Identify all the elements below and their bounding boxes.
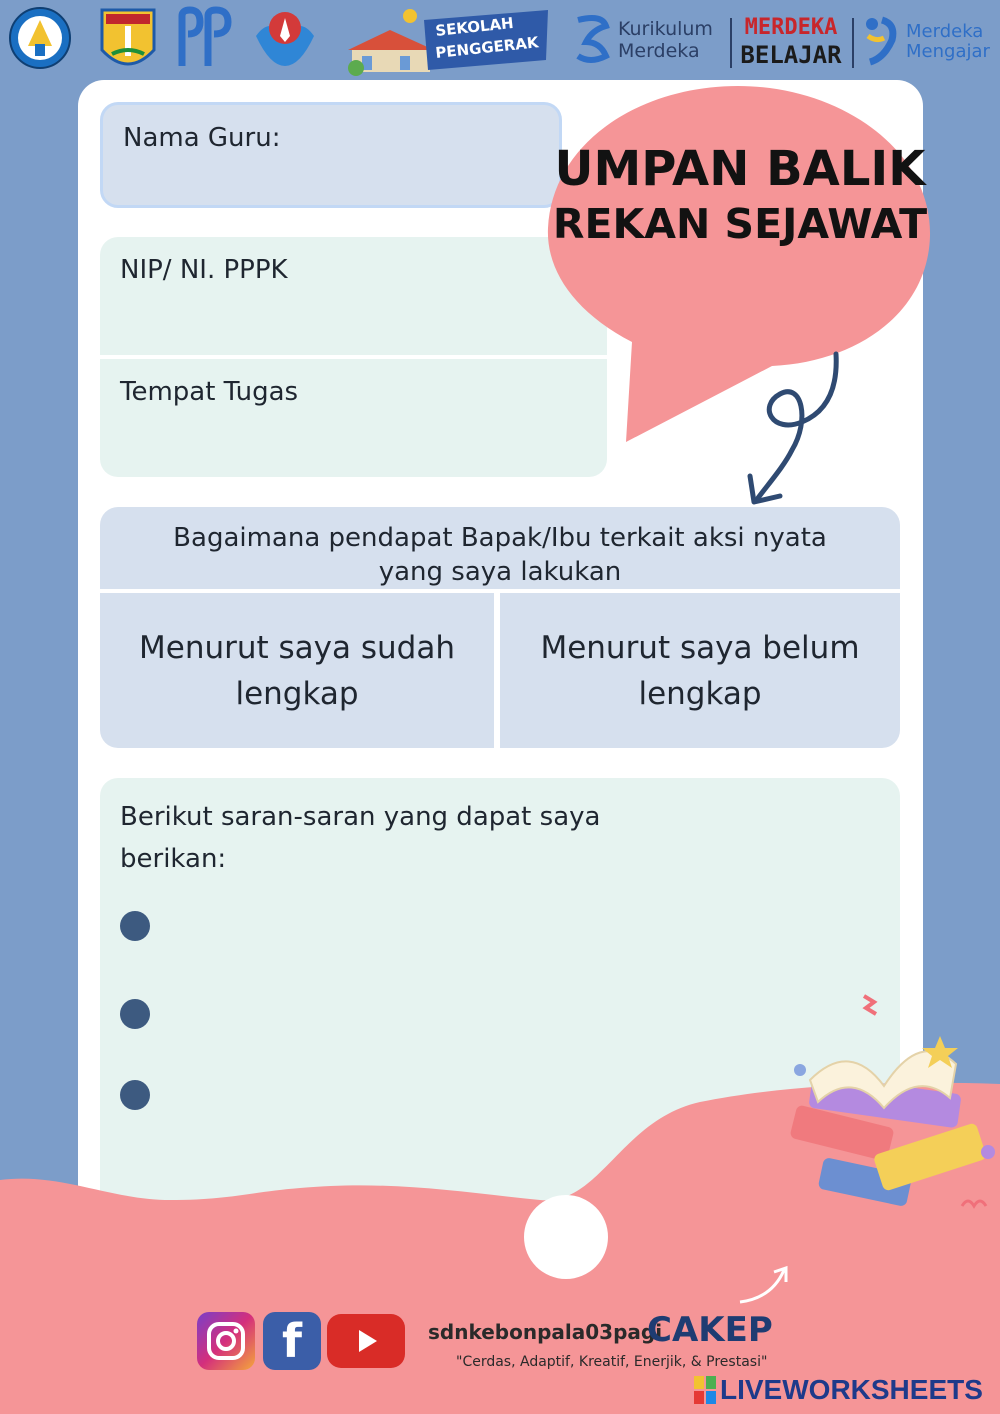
svg-text:PENGGERAK: PENGGERAK	[434, 33, 540, 62]
youtube-icon[interactable]	[327, 1314, 405, 1368]
sekolah-penggerak-logo	[340, 8, 552, 76]
instagram-icon[interactable]	[197, 1312, 255, 1370]
books-icon	[780, 990, 1000, 1220]
option-sudah-lengkap-label: Menurut saya sudah lengkap	[139, 629, 455, 712]
tempat-tugas-field[interactable]	[100, 359, 607, 477]
merdeka-mengajar-text-1: Merdeka	[906, 21, 984, 42]
nama-guru-label: Nama Guru:	[123, 123, 281, 153]
merdeka-mengajar-logo	[862, 12, 994, 72]
nama-guru-field[interactable]	[100, 102, 562, 208]
school-motto: CAKEP	[647, 1310, 773, 1350]
liveworksheets-watermark	[694, 1374, 983, 1406]
tempat-tugas-label: Tempat Tugas	[120, 377, 299, 407]
title-line-2: REKAN SEJAWAT	[552, 200, 928, 248]
merdeka-mengajar-text-2: Mengajar	[906, 41, 990, 62]
bullet-point	[120, 911, 150, 941]
decorative-circle	[524, 1195, 608, 1279]
watermark-text: LIVEWORKSHEETS	[720, 1374, 983, 1405]
nip-field[interactable]	[100, 237, 607, 355]
arrow-icon	[736, 1264, 792, 1306]
kurikulum-merdeka-logo	[572, 10, 722, 70]
option-sudah-lengkap[interactable]	[100, 593, 494, 748]
logo-divider	[730, 18, 732, 68]
kurikulum-text-2: Merdeka	[618, 40, 700, 62]
question-header	[100, 507, 900, 589]
merdeka-belajar-text-1: MERDEKA	[744, 15, 838, 40]
jaya-raya-logo	[98, 6, 158, 74]
kurikulum-text-1: Kurikulum	[618, 18, 713, 40]
facebook-icon[interactable]: f	[263, 1312, 321, 1370]
logo-bar	[0, 0, 1000, 80]
title-line-1: UMPAN BALIK	[554, 141, 926, 197]
curly-arrow-icon	[740, 350, 850, 510]
option-belum-lengkap[interactable]	[500, 593, 900, 748]
pen-logo	[250, 6, 320, 74]
school-handle: sdnkebonpala03pagi	[428, 1320, 663, 1344]
bullet-point	[120, 999, 150, 1029]
merdeka-belajar-logo	[738, 12, 844, 72]
liveworksheets-logo-icon	[694, 1376, 716, 1404]
logo-divider	[852, 18, 854, 68]
page-title	[548, 140, 932, 250]
question-text: Bagaimana pendapat Bapak/Ibu terkait aksi nyata yang saya lakukan	[173, 523, 827, 587]
option-belum-lengkap-label: Menurut saya belum lengkap	[540, 629, 860, 712]
merdeka-belajar-text-2: BELAJAR	[740, 41, 842, 69]
school-tagline: "Cerdas, Adaptif, Kreatif, Enerjik, & Prestasi"	[456, 1354, 768, 1370]
p-logo	[172, 6, 238, 74]
kemdikbud-logo	[8, 6, 72, 70]
suggestions-label: Berikut saran-saran yang dapat saya berikan:	[120, 802, 601, 874]
nip-label: NIP/ NI. PPPK	[120, 255, 288, 285]
svg-text:SEKOLAH: SEKOLAH	[434, 13, 515, 40]
